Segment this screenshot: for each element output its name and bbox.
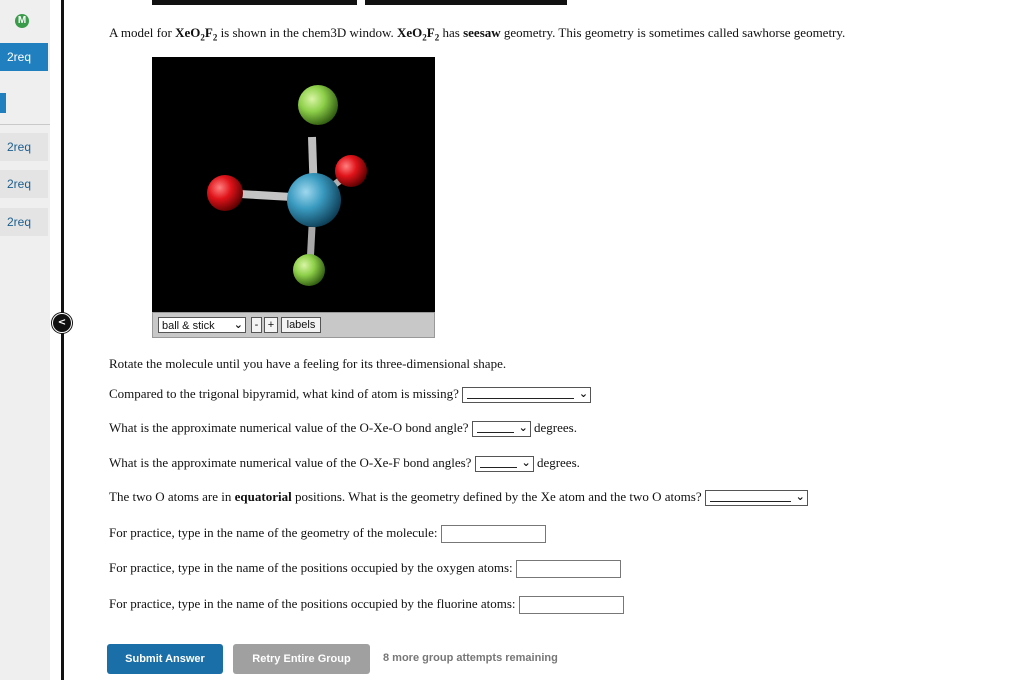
fluorine-atom-top xyxy=(298,85,338,125)
m-logo-icon: M xyxy=(15,14,29,28)
question-oxef-label: What is the approximate numerical value of the O-Xe-F bond angles? xyxy=(109,455,472,470)
oxygen-positions-input[interactable] xyxy=(516,560,621,578)
degrees-unit: degrees. xyxy=(534,420,577,435)
question-oxeo-angle xyxy=(109,420,577,437)
xenon-atom xyxy=(287,173,341,227)
sidebar xyxy=(0,0,50,680)
chevron-down-icon: ⌄ xyxy=(521,456,531,470)
zoom-in-button[interactable]: + xyxy=(264,317,278,333)
chevron-down-icon: ⌄ xyxy=(233,318,243,331)
chevron-down-icon: ⌄ xyxy=(518,421,528,435)
practice-fluorine: For practice, type in the name of the positions occupied by the fluorine atoms: xyxy=(109,596,624,614)
submit-answer-button[interactable]: Submit Answer xyxy=(107,644,223,674)
missing-atom-dropdown[interactable] xyxy=(462,387,591,403)
retry-group-button[interactable]: Retry Entire Group xyxy=(233,644,370,674)
sidebar-tab-4[interactable]: 2req xyxy=(0,208,48,236)
sidebar-tab-2[interactable]: 2req xyxy=(0,133,48,161)
question-oxeo-label: What is the approximate numerical value of the O-Xe-O bond angle? xyxy=(109,420,469,435)
oxygen-atom-right xyxy=(335,155,367,187)
sidebar-tab-1[interactable]: 2req xyxy=(0,43,48,71)
display-mode-select[interactable]: ball & stick ⌄ xyxy=(158,317,246,333)
molecule-model[interactable] xyxy=(152,57,435,312)
intro-text: A model for $XeO_2F_2$ is shown in the chem3D window. $XeO_2F_2$ has seesaw geometry. This geometry is sometimes called sawhorse geometry. xyxy=(109,25,846,43)
sidebar-active-indicator xyxy=(0,93,6,113)
oxygen-atom-left xyxy=(207,175,243,211)
top-bar-left xyxy=(152,0,357,5)
chevron-left-icon[interactable]: < xyxy=(52,313,72,333)
fluorine-positions-input[interactable] xyxy=(519,596,624,614)
practice-geometry: For practice, type in the name of the geometry of the molecule: xyxy=(109,525,546,543)
viewer-controls xyxy=(152,312,435,338)
top-bar-right xyxy=(365,0,567,5)
question-equatorial-geometry: The two O atoms are in equatorial positions. What is the geometry defined by the Xe atom and the two O atoms? ⌄ xyxy=(109,489,808,506)
chevron-down-icon: ⌄ xyxy=(578,387,589,401)
rotate-instruction: Rotate the molecule until you have a feeling for its three-dimensional shape. xyxy=(109,356,507,371)
fluorine-atom-bottom xyxy=(293,254,325,286)
bond-xe-o-left xyxy=(240,194,292,197)
degrees-unit: degrees. xyxy=(536,455,580,470)
practice-oxygen: For practice, type in the name of the positions occupied by the oxygen atoms: xyxy=(109,560,621,578)
sidebar-divider xyxy=(0,124,50,125)
chevron-down-icon: ⌄ xyxy=(795,490,805,504)
sidebar-tab-3[interactable]: 2req xyxy=(0,170,48,198)
chem3d-viewer[interactable] xyxy=(152,57,435,312)
labels-button[interactable]: labels xyxy=(281,317,321,333)
xe-o-geometry-dropdown[interactable] xyxy=(705,490,808,506)
oxeo-angle-dropdown[interactable] xyxy=(472,421,531,437)
zoom-out-button[interactable]: - xyxy=(251,317,262,333)
question-oxef-angle xyxy=(109,455,580,472)
content-divider xyxy=(61,0,64,680)
attempts-remaining: 8 more group attempts remaining xyxy=(383,652,558,664)
question-missing-atom xyxy=(109,386,591,403)
oxef-angle-dropdown[interactable] xyxy=(475,456,534,472)
question-missing-label: Compared to the trigonal bipyramid, what kind of atom is missing? xyxy=(109,386,459,401)
geometry-name-input[interactable] xyxy=(441,525,546,543)
